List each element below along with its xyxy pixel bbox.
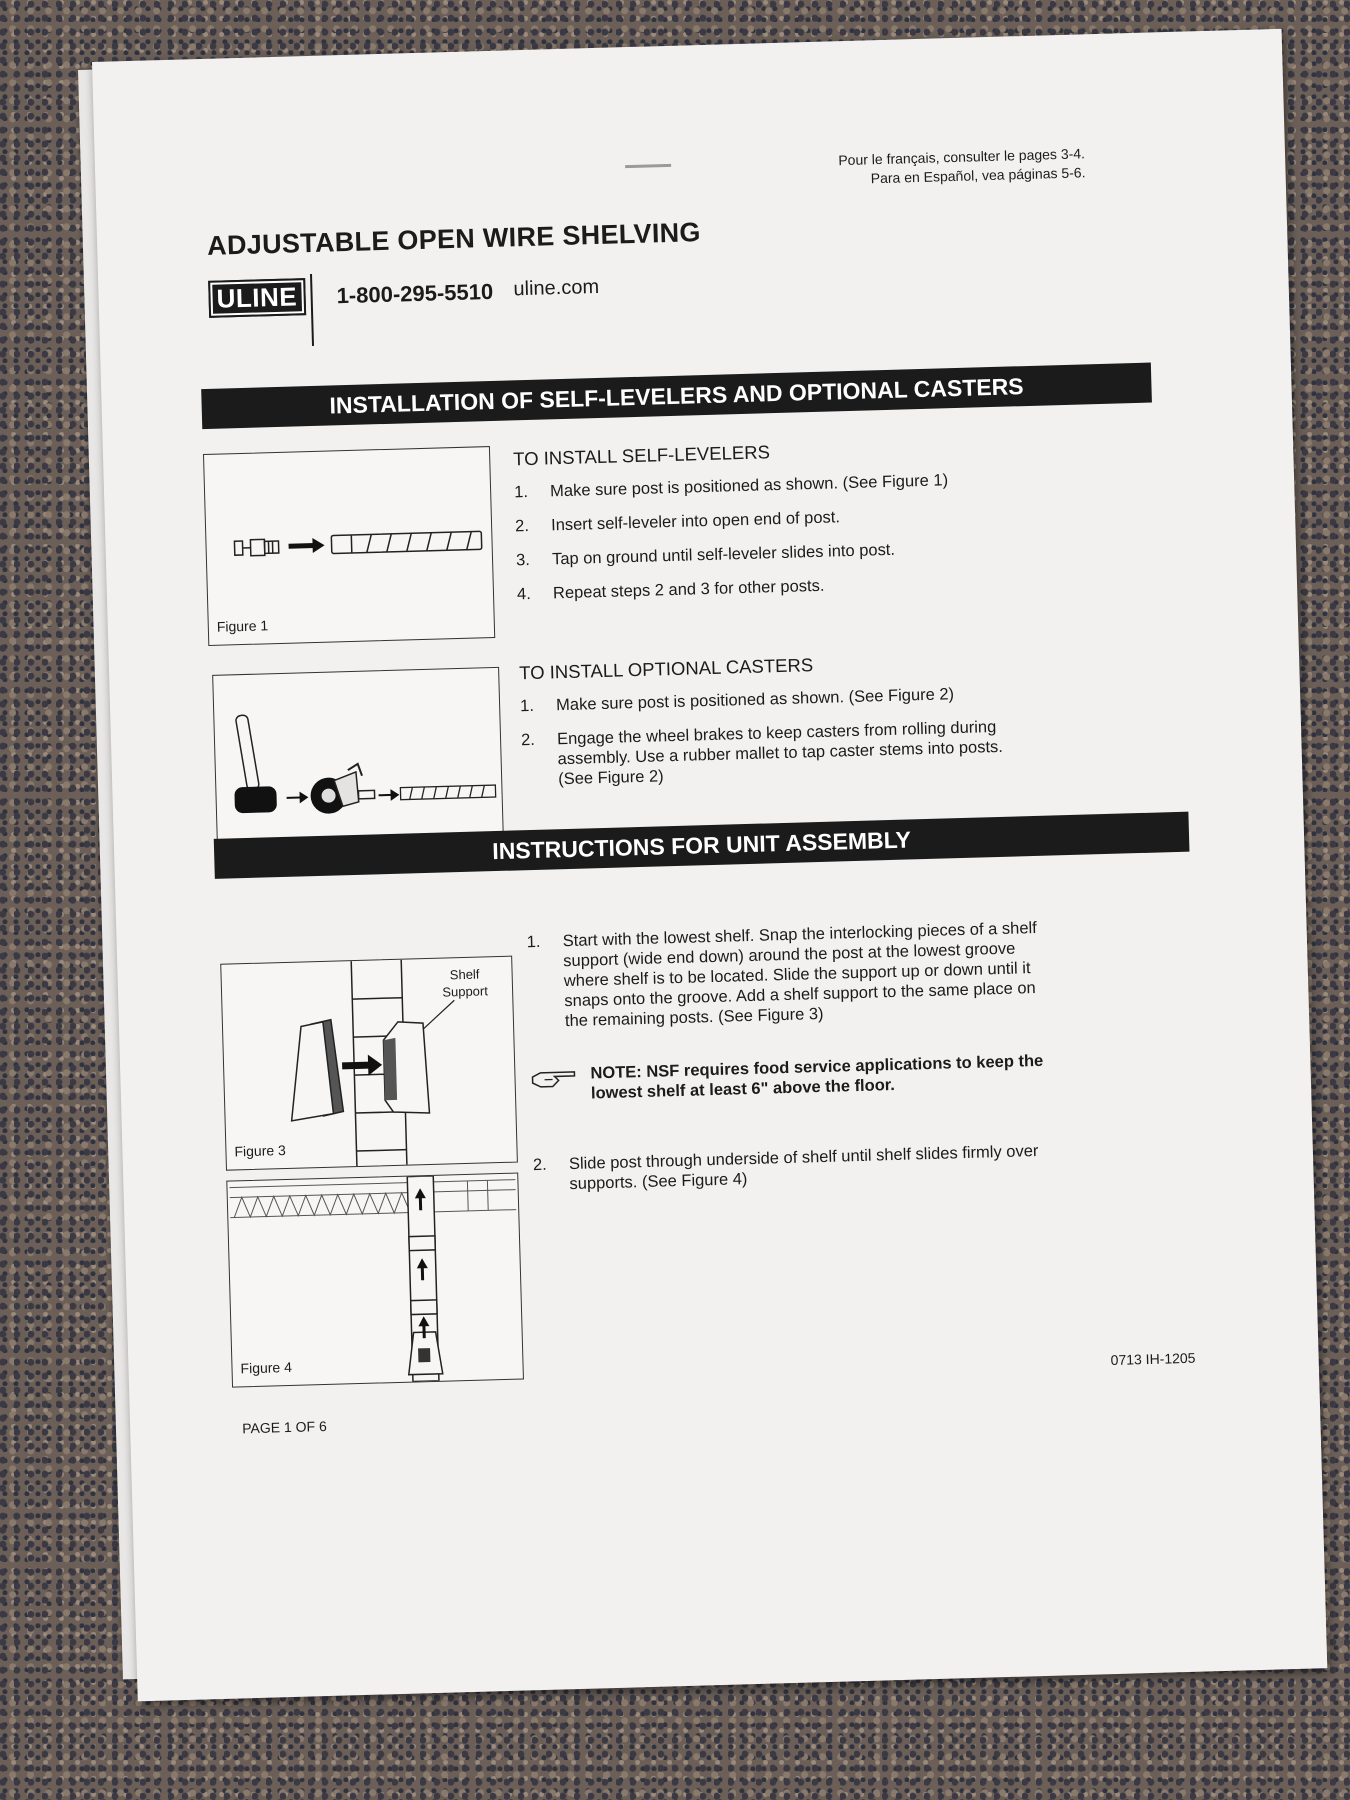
casters-instructions bbox=[519, 648, 1043, 804]
french-notice: Pour le français, consulter le pages 3-4. bbox=[838, 145, 1086, 169]
caster-step: 1. Make sure post is positioned as shown. (See Figure 2) bbox=[519, 685, 955, 716]
page-number: PAGE 1 OF 6 bbox=[241, 1417, 327, 1437]
arrow-right-icon bbox=[288, 538, 324, 554]
pointing-hand-icon bbox=[530, 1068, 579, 1091]
document-code: 0713 IH-1205 bbox=[1110, 1349, 1196, 1369]
language-notice bbox=[838, 144, 1086, 189]
mallet-icon bbox=[232, 714, 277, 814]
figure-1-label: Figure 1 bbox=[216, 617, 269, 635]
caster-step: 2. Engage the wheel brakes to keep casters from rolling during assembly. Use a rubber mallet to tap caster stems into posts. (See Figure 2) bbox=[520, 718, 1004, 789]
assembly-step-1: 1. Start with the lowest shelf. Snap the interlocking pieces of a shelf support (wide end down) around the post at the lowest groove where shelf is to be located. Slide the support up or down until it snaps onto the groove. Add a shelf support to the same place on the remaining posts. (See Figure 3) bbox=[526, 918, 1037, 1031]
self-levelers-instructions bbox=[513, 434, 1038, 618]
arrow-right-icon bbox=[342, 1054, 383, 1076]
casters-heading: TO INSTALL OPTIONAL CASTERS bbox=[518, 654, 814, 684]
shelf-support-callout: Shelf Support bbox=[442, 966, 489, 1000]
leveler-step: 4. Repeat steps 2 and 3 for other posts. bbox=[516, 576, 825, 604]
figure-4 bbox=[226, 1173, 524, 1388]
section-banner-levelers: INSTALLATION OF SELF-LEVELERS AND OPTIONAL CASTERS bbox=[201, 363, 1152, 430]
figure-4-label: Figure 4 bbox=[240, 1358, 293, 1377]
website: uline.com bbox=[513, 275, 600, 301]
figure-3-label: Figure 3 bbox=[234, 1142, 287, 1160]
phone-number: 1-800-295-5510 bbox=[336, 278, 494, 309]
assembly-step-2: 2. Slide post through underside of shelf until shelf slides firmly over supports. (See Figure 4) bbox=[532, 1142, 1039, 1194]
caster-icon bbox=[310, 763, 375, 814]
support-half-right-icon bbox=[383, 1021, 430, 1114]
staple-mark bbox=[625, 164, 671, 168]
shelf-post-illustration bbox=[227, 1174, 523, 1387]
instruction-sheet bbox=[92, 29, 1327, 1702]
self-levelers-heading: TO INSTALL SELF-LEVELERS bbox=[512, 441, 771, 470]
header-divider bbox=[310, 274, 314, 346]
support-half-left-icon bbox=[289, 1019, 344, 1120]
figure-3 bbox=[220, 956, 518, 1171]
leveler-step: 3. Tap on ground until self-leveler slides into post. bbox=[515, 540, 896, 570]
note-text: NOTE: NSF requires food service applications to keep the lowest shelf at least 6" above the floor. bbox=[590, 1051, 1044, 1103]
self-leveler-illustration bbox=[204, 447, 494, 645]
leveler-step: 1. Make sure post is positioned as shown. (See Figure 1) bbox=[513, 471, 949, 502]
section-banner-assembly: INSTRUCTIONS FOR UNIT ASSEMBLY bbox=[214, 812, 1190, 879]
document-title: ADJUSTABLE OPEN WIRE SHELVING bbox=[206, 217, 702, 261]
brand-logo: ULINE bbox=[208, 278, 305, 318]
leveler-step: 2. Insert self-leveler into open end of post. bbox=[514, 508, 841, 536]
nsf-note bbox=[530, 1051, 1050, 1103]
spanish-notice: Para en Español, vea páginas 5-6. bbox=[870, 164, 1086, 187]
figure-1 bbox=[203, 446, 495, 646]
